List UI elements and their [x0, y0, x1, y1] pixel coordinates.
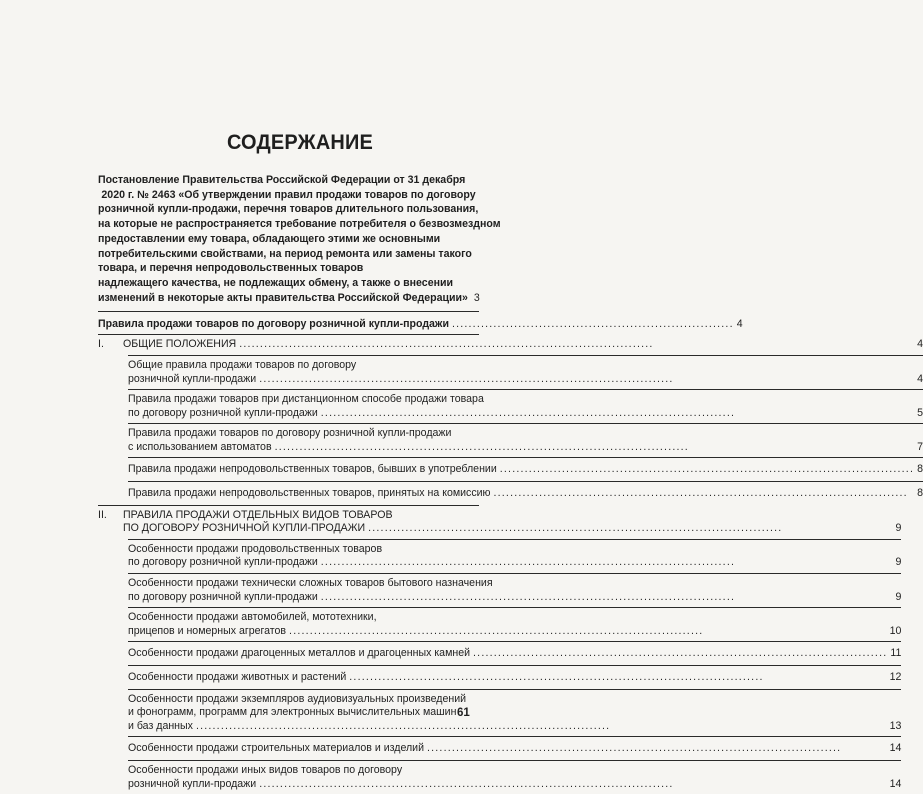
- toc-subentry-line: и фонограмм, программ для электронных вычислительных машин: [128, 706, 457, 719]
- toc-entry-last-line: [128, 742, 901, 756]
- leader-dots: ....................................................................................................: [427, 742, 842, 755]
- section-heading-line: ПРАВИЛА ПРОДАЖИ ОТДЕЛЬНЫХ ВИДОВ ТОВАРОВ: [123, 508, 393, 521]
- toc-entry-last-line: [128, 556, 901, 570]
- toc-subentry[interactable]: [128, 539, 901, 573]
- toc-subentry[interactable]: [128, 689, 901, 737]
- leader-dots: ....................................................................................................: [289, 624, 704, 637]
- leader-dots: ....................................................................................................: [493, 487, 908, 500]
- leader-dots: ....................................................................................................: [259, 777, 674, 790]
- leader-dots: ....................................................................................................: [368, 522, 783, 535]
- toc-entry-last-line: [128, 647, 901, 661]
- leader-dots: ....................................................................................................: [320, 590, 736, 603]
- toc-subentry[interactable]: [128, 481, 923, 505]
- toc-page-ref: 10: [889, 624, 902, 637]
- toc-entry-last-line: [128, 407, 923, 421]
- toc-entry-last-line: [128, 591, 901, 605]
- toc-subentry[interactable]: [128, 423, 923, 457]
- section-body: [123, 335, 923, 504]
- toc-main-entry-label: Правила продажи товаров по договору розничной купли-продажи: [98, 318, 449, 331]
- toc-subentry-line: Особенности продажи продовольственных товаров: [128, 542, 383, 555]
- toc-page-ref: 8: [917, 487, 923, 500]
- toc-subentry-line: Общие правила продажи товаров по договору: [128, 358, 357, 371]
- toc-subentry-text: Особенности продажи строительных материалов и изделий: [128, 742, 424, 755]
- toc-subentry-text: Особенности продажи животных и растений: [128, 671, 347, 684]
- toc-entry-last-line: [128, 487, 923, 501]
- toc-page-ref: 12: [889, 671, 902, 684]
- toc-intro-last-text: изменений в некоторые акты правительства Российской Федерации»: [98, 291, 468, 304]
- toc-intro-line: 2020 г. № 2463 «Об утверждении правил продажи товаров по договору: [101, 188, 476, 201]
- toc-intro-line: надлежащего качества, не подлежащих обмену, а также о внесении: [98, 276, 454, 289]
- toc-page-ref: 14: [889, 777, 902, 790]
- leader-dots: ....................................................................................................: [239, 338, 654, 351]
- toc-intro-line: товара, и перечня непродовольственных товаров: [98, 262, 364, 275]
- toc-page-ref: 9: [895, 590, 902, 603]
- toc-subentry[interactable]: [128, 607, 901, 641]
- page-title: СОДЕРЖАНИЕ: [226, 131, 374, 154]
- page-number: 61: [457, 707, 470, 719]
- leader-dots: ....................................................................: [451, 318, 734, 331]
- toc-subentry-text: по договору розничной купли-продажи: [128, 406, 318, 419]
- toc-subentry-text: розничной купли-продажи: [128, 777, 257, 790]
- toc-subentry[interactable]: [128, 457, 923, 481]
- section-number: I.: [98, 338, 104, 351]
- toc-page-ref: 9: [895, 556, 902, 569]
- toc-entry-last-line: [123, 522, 901, 536]
- toc-entry-last-line: [128, 441, 923, 455]
- toc-intro-entry[interactable]: [98, 173, 501, 305]
- leader-dots: ....................................................................................................: [320, 556, 736, 569]
- toc-main-entry[interactable]: [98, 312, 743, 334]
- toc-page-ref: 5: [917, 406, 923, 419]
- toc-subentry-line: Особенности продажи экземпляров аудиовизуальных произведений: [128, 692, 467, 705]
- leader-dots: ....................................................................................................: [274, 440, 689, 453]
- section-body: [123, 506, 901, 794]
- leader-dots: ....................................................................................................: [473, 647, 888, 660]
- toc-page-ref: 14: [889, 742, 902, 755]
- toc-intro-line: потребительскими свойствами, на период ремонта или замены такого: [98, 247, 472, 260]
- toc-subentry[interactable]: [128, 389, 923, 423]
- toc-subentry[interactable]: [128, 736, 901, 760]
- toc-subentry-text: с использованием автоматов: [128, 440, 272, 453]
- toc-intro-line: Постановление Правительства Российской Федерации от 31 декабря: [98, 174, 466, 186]
- toc-subentry-text: розничной купли-продажи: [128, 372, 257, 385]
- section-heading[interactable]: [123, 335, 923, 355]
- toc-entry-last-line: [128, 778, 901, 792]
- toc-subentry-text: по договору розничной купли-продажи: [128, 556, 318, 569]
- toc-subentry[interactable]: [128, 760, 901, 794]
- toc-subentry-line: Особенности продажи автомобилей, мототехники,: [128, 611, 377, 624]
- toc-page-ref: 4: [736, 318, 743, 331]
- section-heading-text: ПО ДОГОВОРУ РОЗНИЧНОЙ КУПЛИ-ПРОДАЖИ: [123, 522, 366, 535]
- toc-subentry[interactable]: [128, 355, 923, 389]
- toc-page-ref: 11: [890, 647, 902, 660]
- leader-dots: ....................................................................................................: [349, 671, 764, 684]
- toc-subentry-line: Особенности продажи технически сложных товаров бытового назначения: [128, 577, 493, 590]
- toc-intro-line: предоставлении ему товара, обладающего этими же основными: [98, 232, 441, 245]
- toc-subentry-text: и баз данных: [128, 719, 193, 732]
- toc-subentry-text: по договору розничной купли-продажи: [128, 590, 318, 603]
- toc-page-ref: 13: [889, 719, 902, 732]
- toc-subentry-line: Особенности продажи иных видов товаров по договору: [128, 763, 403, 776]
- toc-section: [98, 334, 923, 504]
- toc-subentry-line: Правила продажи товаров по договору розничной купли-продажи: [128, 427, 452, 440]
- toc-subentry[interactable]: [128, 665, 901, 689]
- toc-page-ref: 4: [917, 372, 923, 385]
- toc-entry-last-line: [128, 463, 923, 477]
- section-heading-text: ОБЩИЕ ПОЛОЖЕНИЯ: [123, 338, 237, 351]
- leader-dots: ....................................................................................................: [499, 463, 915, 476]
- toc-subentry[interactable]: [128, 641, 901, 665]
- toc-page-ref: 3: [473, 291, 480, 304]
- toc-entry-last-line: [128, 373, 923, 387]
- toc-subentry-text: Правила продажи непродовольственных товаров, бывших в употреблении: [128, 463, 497, 476]
- toc-subentry-line: Правила продажи товаров при дистанционном способе продажи товара: [128, 393, 484, 406]
- toc-intro-line: розничной купли-продажи, перечня товаров длительного пользования,: [98, 203, 479, 216]
- toc-subentry-text: прицепов и номерных агрегатов: [128, 624, 287, 637]
- toc-entry-last-line: [128, 671, 901, 685]
- toc-intro-last-line: [98, 291, 479, 306]
- toc-entry-last-line: [128, 625, 901, 639]
- toc-entry-last-line: [128, 720, 901, 734]
- leader-dots: ....................................................................................................: [259, 372, 674, 385]
- toc-page-ref: 8: [917, 463, 923, 476]
- toc-page-ref: 4: [917, 338, 923, 351]
- toc-page-ref: 9: [895, 522, 902, 535]
- toc-subentry-text: Правила продажи непродовольственных товаров, принятых на комиссию: [128, 487, 491, 500]
- section-heading[interactable]: [123, 506, 901, 539]
- table-of-contents: [98, 173, 923, 794]
- leader-dots: ....................................................................................................: [195, 719, 611, 732]
- toc-subentry-text: Особенности продажи драгоценных металлов и драгоценных камней: [128, 647, 471, 660]
- toc-entry-last-line: [123, 338, 923, 352]
- leader-dots: ....................................................................................................: [320, 406, 736, 419]
- toc-page-ref: 7: [917, 440, 923, 453]
- toc-subentry[interactable]: [128, 573, 901, 607]
- section-number: II.: [98, 508, 107, 521]
- toc-section: [98, 505, 902, 794]
- toc-intro-line: на которые не распространяется требование потребителя о безвозмездном: [98, 218, 501, 231]
